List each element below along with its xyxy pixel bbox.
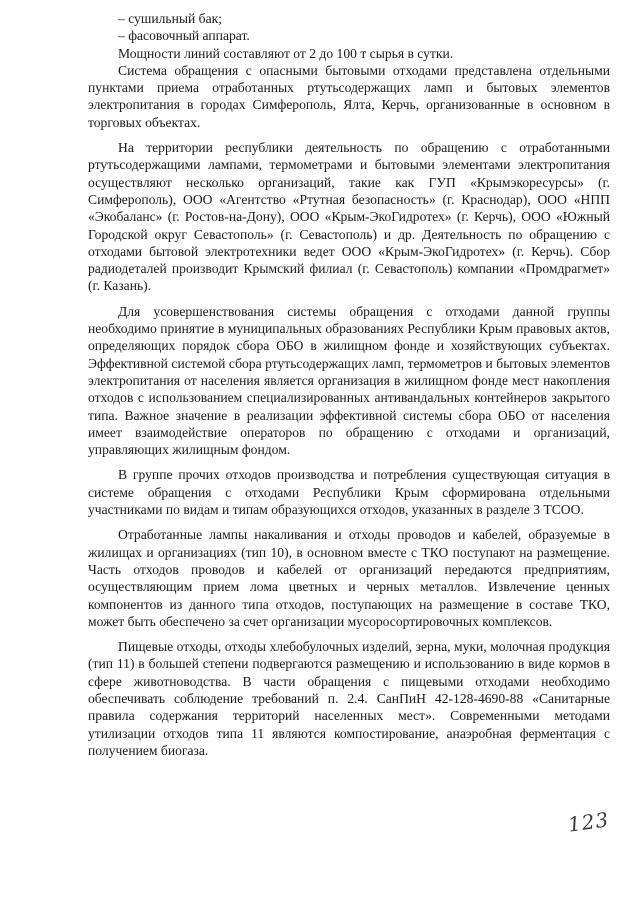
document-body: [88, 10, 610, 759]
paragraph-improvement: Для усовершенствования системы обращения с отходами данной группы необходимо принятие в муниципальных образованиях Республики Крым правовых актов, определяющих порядок сбора ОБО в жилищном фонде и хозяйствующих субъектах. Эффективной системой сбора ртутьсодержащих ламп, термометров и бытовых элементов электропитания от населения является организация в жилищном фонде мест накопления отходов с использованием специализированных антивандальных контейнеров закрытого типа. Важное значение в реализации эффективной системы сбора ОБО от населения имеет взаимодействие операторов по обращению с отходами и организаций, управляющих жилищным фондом.: [88, 303, 610, 458]
paragraph-organizations: На территории республики деятельность по обращению с отработанными ртутьсодержащими лампами, термометрами и бытовыми элементами электропитания осуществляют несколько организаций, такие как ГУП «Крымэкоресурсы» (г. Симферополь), ООО «Агентство «Ртутная безопасность» (г. Краснодар), ООО «НПП «Экобаланс» (г. Ростов-на-Дону), ООО «Крым-ЭкоГидротех» (г. Керчь), ООО «Южный Городской округ Севастополь» (г. Севастополь) и др. Деятельность по обращению с отходами бытовой электротехники ведет ООО «Крым-ЭкоГидротех» (г. Керчь). Сбор радиодеталей производит Крымский филиал (г. Севастополь) компании «Промдрагмет» (г. Казань).: [88, 140, 610, 294]
paragraph-hazardous-waste-system: Система обращения с опасными бытовыми отходами представлена отдельными пунктами приема отработанных ртутьсодержащих ламп и бытовых элементов электропитания в городах Симферополь, Ялта, Керчь, организованные в основном в торговых объектах.: [88, 62, 610, 130]
handwritten-page-number: 123: [566, 807, 611, 837]
paragraph-food-waste: Пищевые отходы, отходы хлебобулочных изделий, зерна, муки, молочная продукция (тип 11) в большей степени подвергаются размещению и использованию в виде кормов в сфере животноводства. В части обращения с пищевыми отходами необходимо обеспечивать соблюдение требований п. 2.4. СанПиН 42-128-4690-88 «Санитарные правила содержания территорий населенных мест». Современными методами утилизации отходов типа 11 являются компостирование, анаэробная ферментация с получением биогаза.: [88, 639, 610, 758]
paragraph-capacity: Мощности линий составляют от 2 до 100 т сырья в сутки.: [118, 45, 454, 61]
paragraph-lamps-cables: Отработанные лампы накаливания и отходы проводов и кабелей, образуемые в жилищах и организациях (тип 10), в основном вместе с ТКО поступают на размещение. Часть отходов проводов и кабелей от организаций передаются предприятиям, осуществляющим прием лома цветных и черных металлов. Извлечение ценных компонентов из данного типа отходов, поступающих на размещение в составе ТКО, может быть обеспечено за счет организации мусоросортировочных комплексов.: [88, 527, 610, 629]
paragraph-other-waste: В группе прочих отходов производства и потребления существующая ситуация в системе обращения с отходами Республики Крым сформирована отдельными участниками по видам и типам образующихся отходов, указанных в разделе 3 ТСОО.: [88, 467, 610, 518]
list-item: – фасовочный аппарат.: [118, 28, 250, 44]
list-item: – сушильный бак;: [118, 11, 222, 26]
